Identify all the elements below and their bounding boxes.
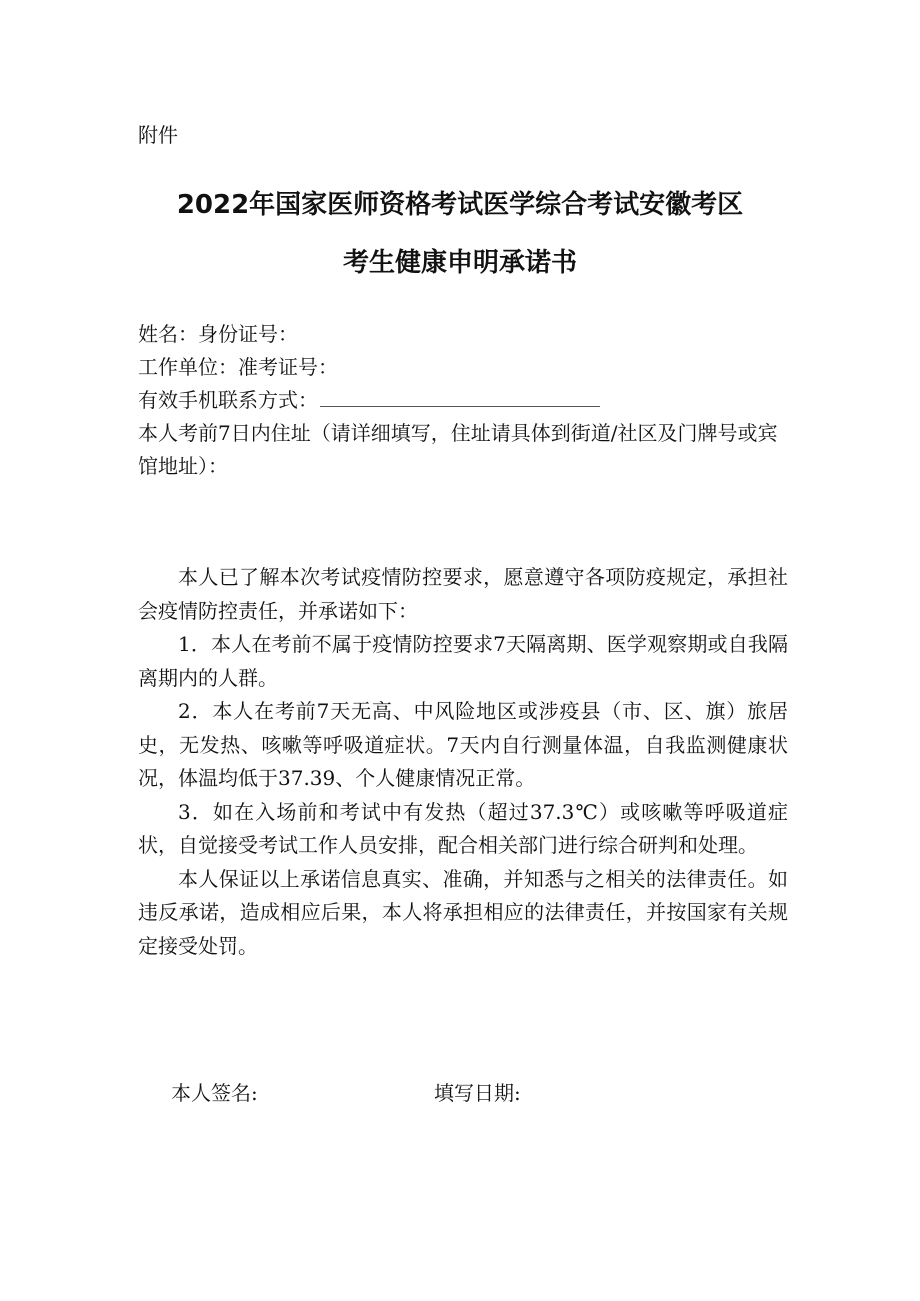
phone-field (138, 384, 788, 417)
commitment-text (138, 561, 788, 963)
work-exam-field: 工作单位：准考证号： (138, 355, 338, 379)
commitment-item-1: 1．本人在考前不属于疫情防控要求7天隔离期、医学观察期或自我隔离期内的人群。 (138, 632, 788, 690)
phone-label: 有效手机联系方式： (138, 388, 318, 412)
date-label: 填写日期: (434, 1081, 521, 1105)
document-title-line-2: 考生健康申明承诺书 (342, 248, 577, 278)
commitment-item-3: 3．如在入场前和考试中有发热（超过37.3℃）或咳嗽等呼吸道症状，自觉接受考试工作人员安排，配合相关部门进行综合研判和处理。 (138, 799, 788, 857)
address-field: 本人考前7日内住址（请详细填写，住址请具体到街道/社区及门牌号或宾馆地址）： (138, 421, 778, 478)
commitment-item-2: 2．本人在考前7天无高、中风险地区或涉疫县（市、区、旗）旅居史，无发热、咳嗽等呼吸道症状。7天内自行测量体温，自我监测健康状况，体温均低于37.39、个人健康情况正常。 (138, 699, 788, 790)
info-fields (138, 318, 788, 483)
phone-blank-line (320, 386, 600, 407)
signature-label: 本人签名: (171, 1081, 258, 1105)
commitment-guarantee: 本人保证以上承诺信息真实、准确，并知悉与之相关的法律责任。如违反承诺，造成相应后果，本人将承担相应的法律责任，并按国家有关规定接受处罚。 (138, 866, 788, 958)
name-id-field: 姓名：身份证号： (138, 322, 298, 346)
annex-label: 附件 (138, 123, 178, 147)
commitment-intro: 本人已了解本次考试疫情防控要求，愿意遵守各项防疫规定，承担社会疫情防控责任，并承诺如下： (138, 565, 788, 623)
document-title-line-1: 2022年国家医师资格考试医学综合考试安徽考区 (176, 190, 744, 220)
